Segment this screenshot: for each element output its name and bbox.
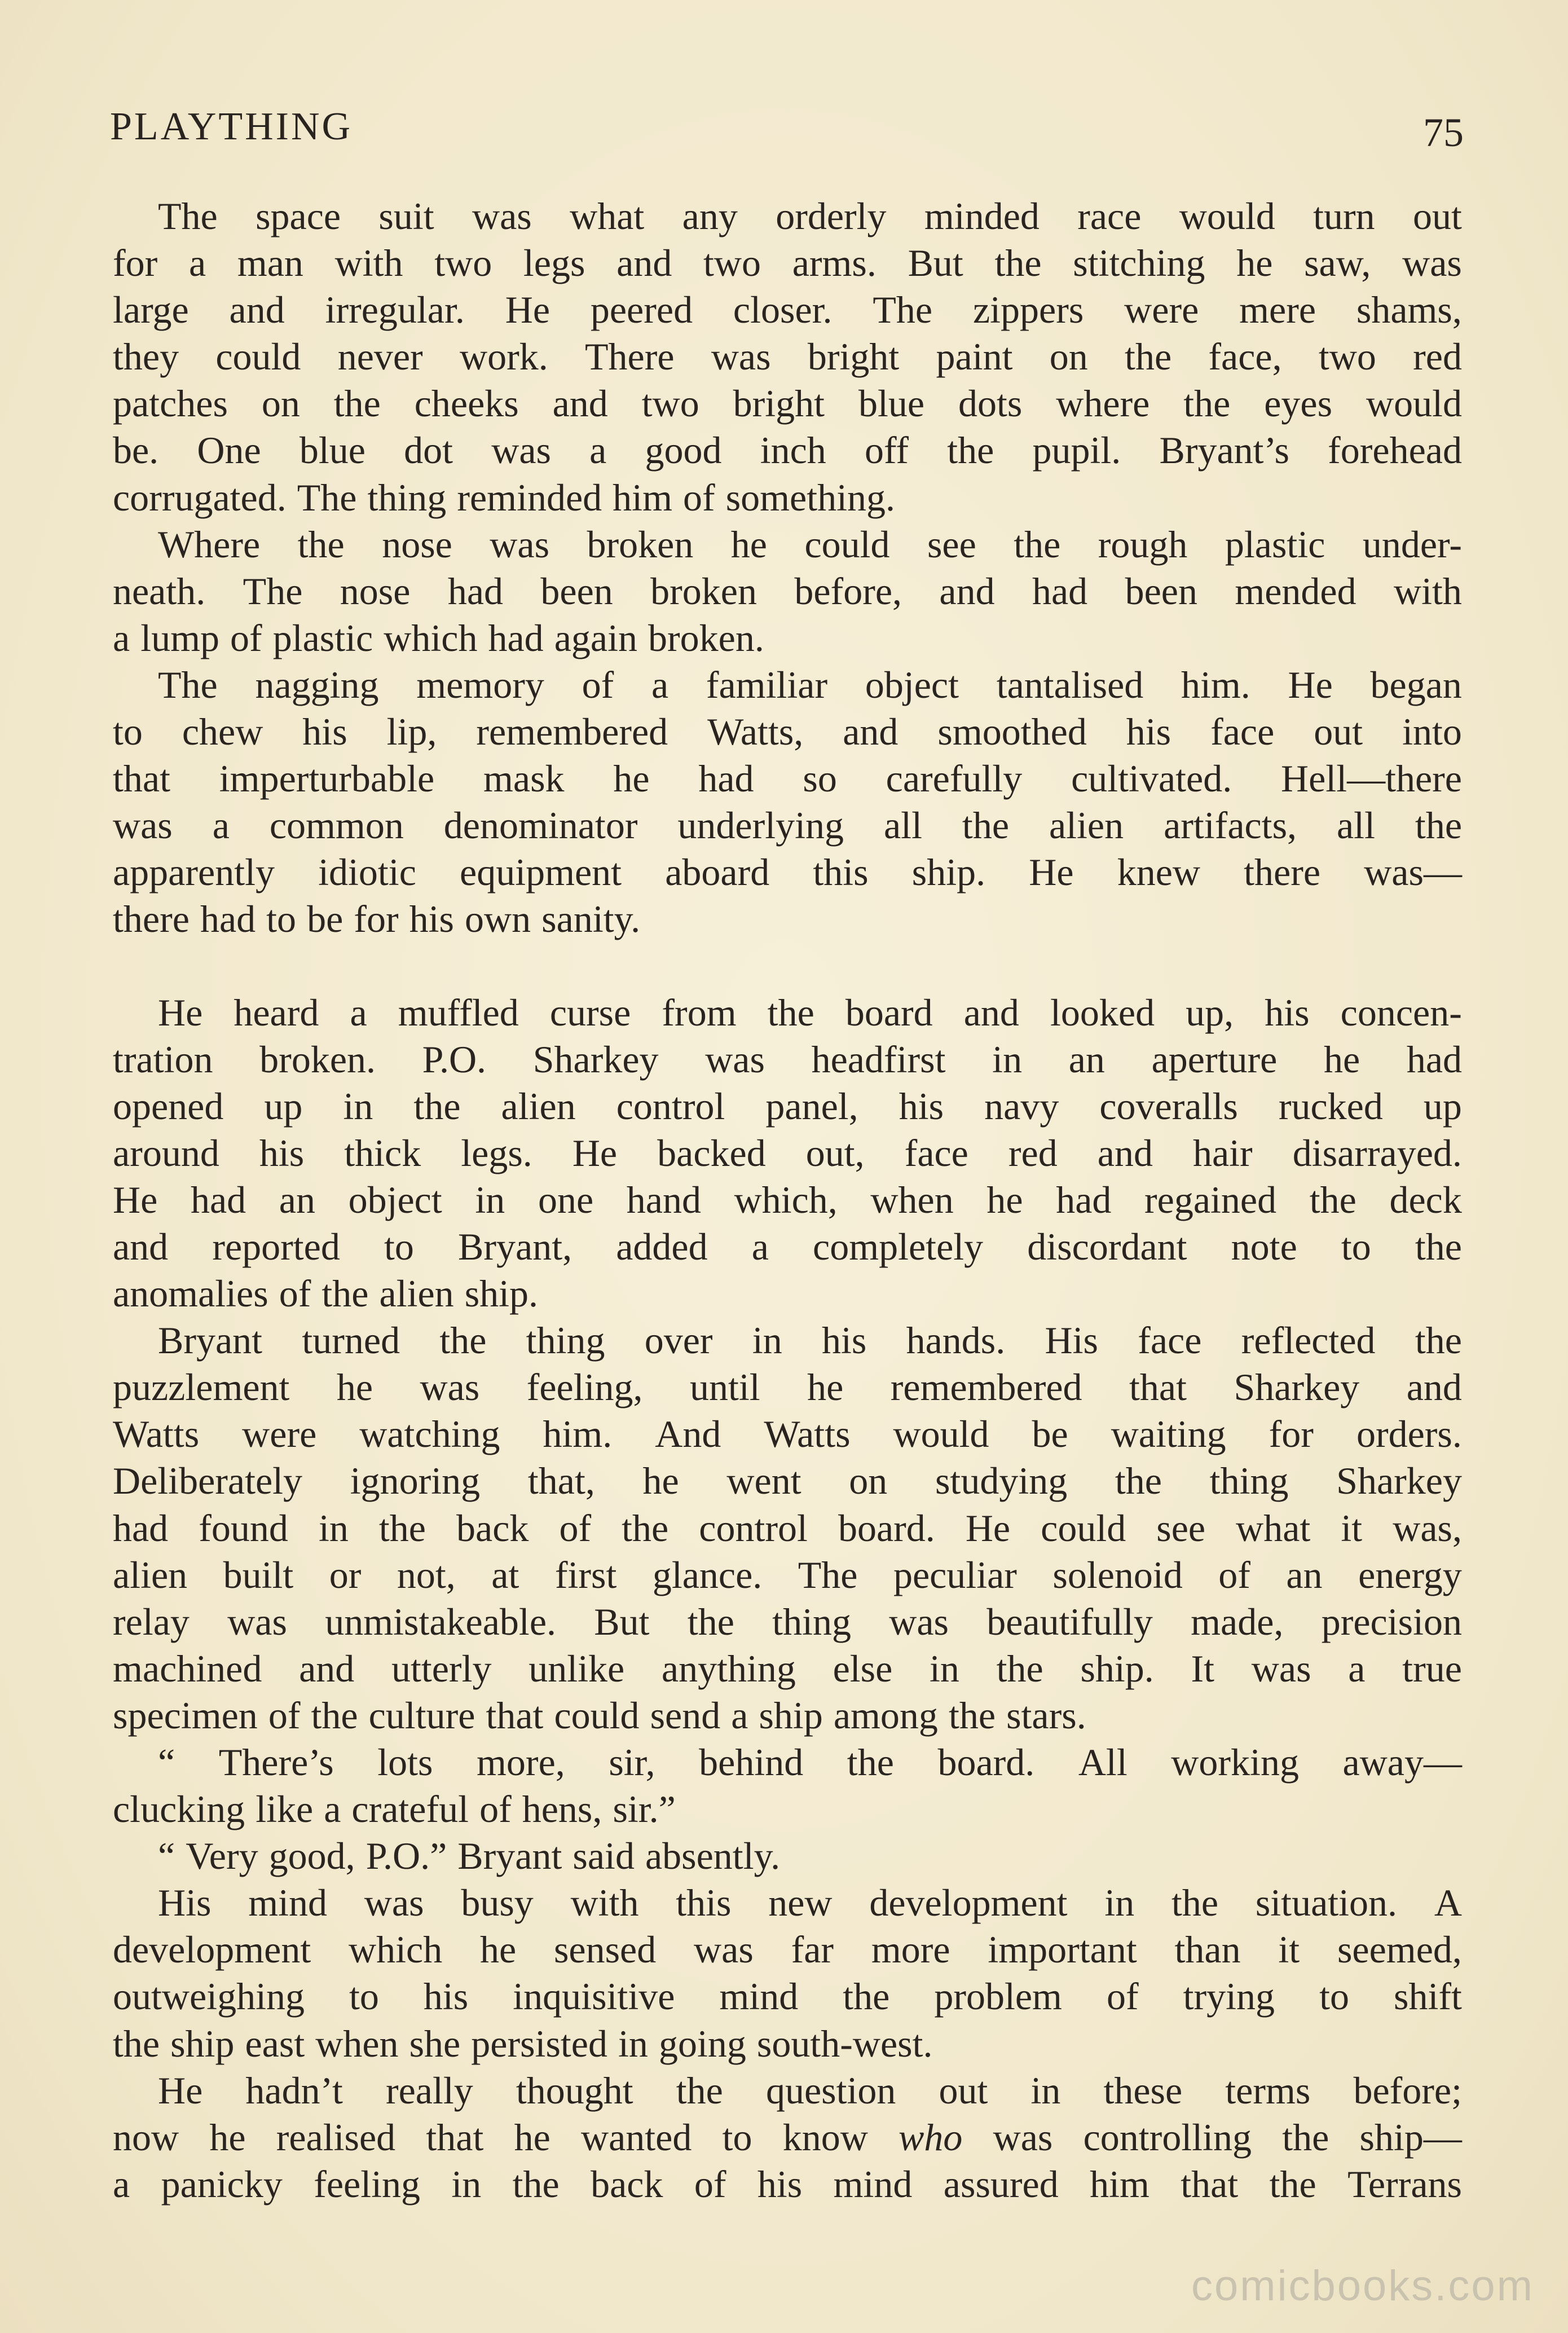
paragraph	[113, 989, 1462, 1318]
paragraph	[113, 2067, 1462, 2208]
text-line: He had an object in one hand which, when he had regained the deck	[113, 1178, 1462, 1221]
text-line: Watts were watching him. And Watts would be waiting for orders.	[113, 1412, 1462, 1456]
text-line: and reported to Bryant, added a completely discordant note to the	[113, 1225, 1462, 1268]
text-line: be. One blue dot was a good inch off the pupil. Bryant’s forehead	[113, 429, 1462, 472]
text-line: relay was unmistakeable. But the thing was beautifully made, precision	[113, 1600, 1462, 1643]
text-line: around his thick legs. He backed out, face red and hair disarrayed.	[113, 1131, 1462, 1174]
page-number: 75	[1423, 110, 1464, 155]
text-line: outweighing to his inquisitive mind the problem of trying to shift	[113, 1975, 1462, 2018]
text-line: anomalies of the alien ship.	[113, 1272, 539, 1315]
text-line: clucking like a crateful of hens, sir.”	[113, 1788, 676, 1831]
text-line: His mind was busy with this new development in the situation. A	[158, 1881, 1462, 1925]
text-line: they could never work. There was bright paint on the face, two red	[113, 335, 1462, 378]
paragraph	[113, 1739, 1462, 1833]
text-line: was a common denominator underlying all the alien artifacts, all the	[113, 804, 1462, 847]
text-line: tration broken. P.O. Sharkey was headfirst in an aperture he had	[113, 1037, 1462, 1081]
paragraph	[113, 662, 1462, 943]
text-line: “ There’s lots more, sir, behind the board. All working away—	[158, 1741, 1462, 1784]
text-line: a panicky feeling in the back of his mind assured him that the Terrans	[113, 2162, 1462, 2206]
text-line: puzzlement he was feeling, until he remembered that Sharkey and	[113, 1366, 1462, 1409]
paragraph	[113, 521, 1462, 662]
text-line: large and irregular. He peered closer. The zippers were mere shams,	[113, 288, 1462, 332]
text-line: He heard a muffled curse from the board and looked up, his concen-	[158, 991, 1462, 1034]
paragraph	[113, 1833, 1462, 1879]
text-line: that imperturbable mask he had so carefully cultivated. Hell—there	[113, 757, 1462, 800]
paragraph	[113, 1317, 1462, 1739]
text-line: apparently idiotic equipment aboard this ship. He knew there was—	[113, 851, 1462, 894]
paragraph	[113, 193, 1462, 521]
text-line: Deliberately ignoring that, he went on studying the thing Sharkey	[113, 1459, 1462, 1503]
section-break	[113, 943, 1462, 989]
text-line: opened up in the alien control panel, his navy coveralls rucked up	[113, 1084, 1462, 1128]
text-line: for a man with two legs and two arms. But the stitching he saw, was	[113, 241, 1462, 285]
text-line: alien built or not, at first glance. The peculiar solenoid of an energy	[113, 1553, 1462, 1596]
text-line: Bryant turned the thing over in his hands. His face reflected the	[158, 1319, 1462, 1362]
body-text	[113, 193, 1462, 2208]
text-line: patches on the cheeks and two bright blue dots where the eyes would	[113, 382, 1462, 425]
text-line: development which he sensed was far more important than it seemed,	[113, 1928, 1462, 1971]
text-line: machined and utterly unlike anything else in the ship. It was a true	[113, 1647, 1462, 1690]
text-line: neath. The nose had been broken before, and had been mended with	[113, 569, 1462, 613]
page-header	[110, 96, 1464, 158]
paragraph	[113, 1879, 1462, 2067]
text-line: He hadn’t really thought the question out in these terms before;	[158, 2068, 1462, 2112]
text-line: “ Very good, P.O.” Bryant said absently.	[158, 1834, 781, 1878]
text-line: Where the nose was broken he could see the rough plastic under-	[158, 522, 1462, 566]
text-line: The space suit was what any orderly minded race would turn out	[158, 195, 1462, 237]
text-line: to chew his lip, remembered Watts, and smoothed his face out into	[113, 710, 1462, 754]
text-line: had found in the back of the control board. He could see what it was,	[113, 1506, 1462, 1550]
text-line: there had to be for his own sanity.	[113, 897, 641, 941]
watermark: comicbooks.com	[1191, 2262, 1534, 2310]
text-line: the ship east when she persisted in going south-west.	[113, 2022, 933, 2065]
text-line: now he realised that he wanted to know who was controlling the ship—	[113, 2115, 1462, 2159]
running-title: PLAYTHING	[110, 105, 353, 148]
text-line: a lump of plastic which had again broken.	[113, 616, 764, 659]
text-line: The nagging memory of a familiar object tantalised him. He began	[158, 663, 1462, 706]
text-line: corrugated. The thing reminded him of something.	[113, 476, 896, 519]
text-line: specimen of the culture that could send a ship among the stars.	[113, 1693, 1086, 1737]
